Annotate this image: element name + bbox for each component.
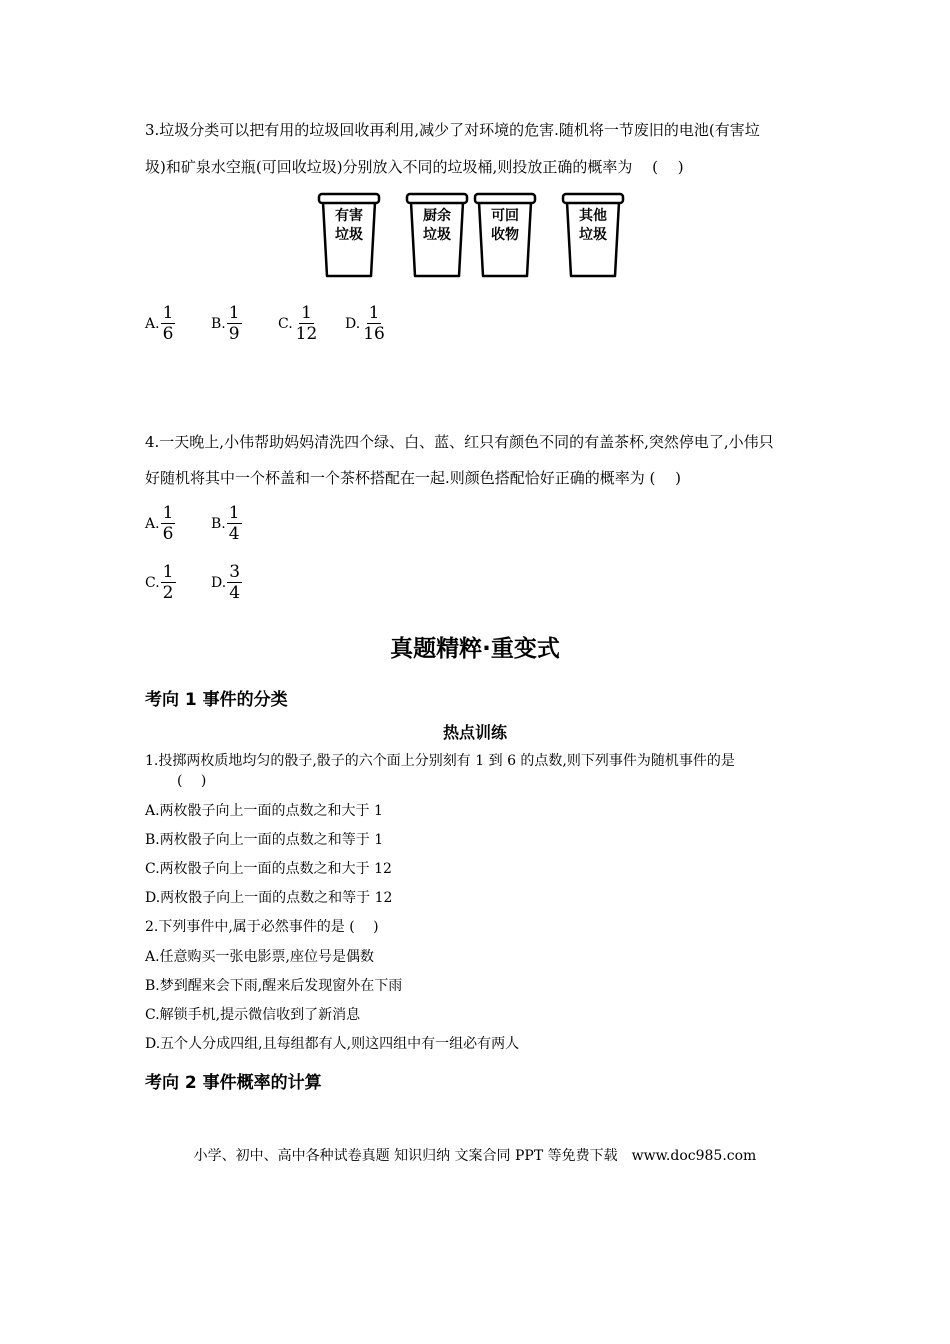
- t1-q2-option-b: B.梦到醒来会下雨,醒来后发现窗外在下雨: [145, 978, 403, 994]
- q3-option-c: C. $\frac{1}{12}$: [278, 303, 318, 344]
- bin-label-1-top: 有害: [335, 208, 363, 224]
- topic1-heading: 考向 1 事件的分类: [145, 690, 288, 710]
- bin-label-4-bottom: 垃圾: [579, 227, 607, 243]
- trash-bin-icon: [319, 194, 379, 276]
- t1-q1-option-c: C.两枚骰子向上一面的点数之和大于 12: [145, 861, 392, 877]
- topic2-heading: 考向 2 事件概率的计算: [145, 1073, 322, 1093]
- q4-option-c: C. $\frac{1}{2}$: [145, 562, 174, 603]
- footer-text: 小学、初中、高中各种试卷真题 知识归纳 文案合同 PPT 等免费下载 www.doc985.com: [193, 1148, 757, 1164]
- bin-label-2-top: 厨余: [423, 208, 451, 224]
- bin-label-2-bottom: 垃圾: [423, 227, 451, 243]
- t1-q1-option-b: B.两枚骰子向上一面的点数之和等于 1: [145, 832, 384, 848]
- q4-option-d: D. $\frac{3}{4}$: [211, 562, 241, 603]
- t1-q2-option-a: A.任意购买一张电影票,座位号是偶数: [145, 949, 375, 965]
- trash-bins-figure: [315, 188, 635, 282]
- q4-stem-line1: 4.一天晚上,小伟帮助妈妈清洗四个绿、白、蓝、红只有颜色不同的有盖茶杯,突然停电了,小伟只: [145, 433, 774, 451]
- t1-q2-option-c: C.解锁手机,提示微信收到了新消息: [145, 1007, 361, 1023]
- q3-option-b: B. $\frac{1}{9}$: [211, 303, 240, 344]
- bin-label-3-bottom: 收物: [491, 227, 519, 243]
- t1-q1-option-a: A.两枚骰子向上一面的点数之和大于 1: [145, 803, 383, 819]
- t1-q1-stem-line1: 1.投掷两枚质地均匀的骰子,骰子的六个面上分别刻有 1 到 6 的点数,则下列事件为随机事件的是: [145, 753, 735, 769]
- q3-stem-line1: 3.垃圾分类可以把有用的垃圾回收再利用,减少了对环境的危害.随机将一节废旧的电池(有害垃: [145, 121, 760, 139]
- t1-q1-option-d: D.两枚骰子向上一面的点数之和等于 12: [145, 890, 393, 906]
- t1-q2-stem: 2.下列事件中,属于必然事件的是 ( ): [145, 919, 379, 935]
- q3-option-d: D. $\frac{1}{16}$: [345, 303, 385, 344]
- t1-q2-option-d: D.五个人分成四组,且每组都有人,则这四组中有一组必有两人: [145, 1036, 520, 1052]
- q3-option-a: A. $\frac{1}{6}$: [145, 303, 174, 344]
- t1-q1-stem-line2: ( ): [177, 773, 207, 789]
- trash-bin-icon: [563, 194, 623, 276]
- q3-stem-line2: 圾)和矿泉水空瓶(可回收垃圾)分别放入不同的垃圾桶,则投放正确的概率为 ( ): [145, 158, 684, 176]
- trash-bin-icon: [407, 194, 467, 276]
- bin-label-4-top: 其他: [579, 208, 607, 224]
- q4-stem-line2: 好随机将其中一个杯盖和一个茶杯搭配在一起.则颜色搭配恰好正确的概率为 ( ): [145, 469, 682, 487]
- trash-bin-icon: [475, 194, 535, 276]
- bin-label-1-bottom: 垃圾: [335, 227, 363, 243]
- topic1-subheading: 热点训练: [442, 723, 507, 742]
- q4-option-b: B. $\frac{1}{4}$: [211, 503, 240, 544]
- q4-option-a: A. $\frac{1}{6}$: [145, 503, 174, 544]
- bin-label-3-top: 可回: [491, 208, 519, 224]
- section-title: 真题精粹·重变式: [390, 636, 560, 662]
